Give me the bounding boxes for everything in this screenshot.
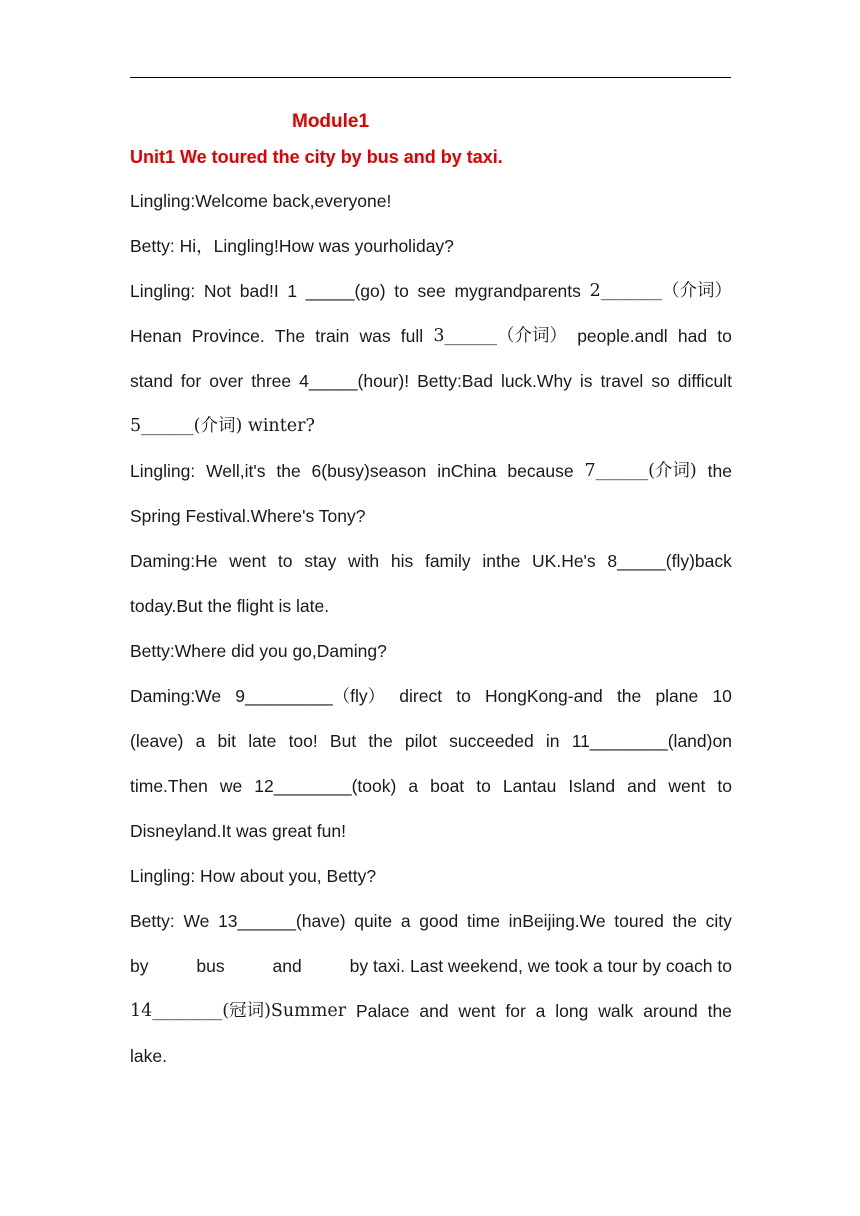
word: succeeded <box>449 731 534 751</box>
word: to <box>456 686 471 706</box>
word: Daming:He <box>130 551 218 571</box>
word: late <box>248 731 277 751</box>
word: family <box>424 551 471 571</box>
word: today.But the flight is late. <box>130 596 330 616</box>
word: the <box>707 461 732 481</box>
word: a <box>400 911 411 931</box>
module-title: Module1 <box>292 111 370 132</box>
word: and <box>419 1001 449 1021</box>
word: mygrandparents <box>454 281 581 301</box>
word: the <box>707 1001 732 1021</box>
word: to <box>476 776 491 796</box>
word: the <box>616 686 642 706</box>
word: Disneyland.It was great fun! <box>130 821 346 841</box>
word: Well,it's <box>206 461 266 481</box>
word: went <box>458 1001 496 1021</box>
fill-in-blank: 7______(介词) <box>584 461 697 481</box>
word: Province. <box>191 326 265 346</box>
word: because <box>507 461 574 481</box>
header-rule <box>130 77 731 78</box>
fill-in-blank: 12________(took) <box>254 776 397 796</box>
word: went <box>668 776 706 796</box>
word: and <box>627 776 657 796</box>
text-line <box>130 729 732 774</box>
fill-in-blank: 4_____(hour)! <box>299 371 410 391</box>
text-line <box>130 459 732 504</box>
unit-title: Unit1 We toured the city by bus and by taxi. <box>130 147 503 167</box>
word: 10 <box>712 686 732 706</box>
word: too! <box>288 731 318 751</box>
text-line <box>130 324 732 369</box>
fill-in-blank: 13______(have) <box>218 911 346 931</box>
word: a <box>408 776 419 796</box>
word: Henan <box>130 326 182 346</box>
word: over <box>209 371 244 391</box>
word: in <box>545 731 560 751</box>
fill-in-blank: 9_________（fly） <box>235 686 386 706</box>
word: But <box>329 731 357 751</box>
word: full <box>400 326 424 346</box>
word: plane <box>655 686 699 706</box>
word: (leave) <box>130 731 184 751</box>
word: bad!I <box>239 281 279 301</box>
word: Betty:Where did you go,Daming? <box>130 641 387 661</box>
fill-in-blank: 14________(冠词)Summer <box>130 1001 347 1021</box>
word: Spring Festival.Where's Tony? <box>130 506 366 526</box>
word: direct <box>399 686 443 706</box>
text-line <box>130 639 732 684</box>
word: Island <box>568 776 616 796</box>
exercise-text <box>130 189 732 1089</box>
text-line <box>130 504 732 549</box>
word: Betty:Bad <box>417 371 493 391</box>
word: the <box>672 911 697 931</box>
word: lake. <box>130 1046 167 1066</box>
word: we <box>219 776 243 796</box>
fill-in-blank: 3______（介词） <box>433 326 567 346</box>
word: stay <box>304 551 337 571</box>
word: 1 <box>287 281 298 301</box>
word: boat <box>430 776 465 796</box>
word: his <box>390 551 414 571</box>
word: Palace <box>355 1001 410 1021</box>
fill-in-blank: 11________(land)on <box>571 731 732 751</box>
word: so <box>651 371 670 391</box>
text-line <box>130 414 732 459</box>
word: and <box>272 956 302 976</box>
word: by <box>130 956 149 976</box>
word: for <box>180 371 202 391</box>
word: time <box>466 911 500 931</box>
word: UK.He's <box>532 551 596 571</box>
word: Betty: Hi，Lingling!How was yourholiday? <box>130 236 454 256</box>
word: Lingling: <box>130 461 196 481</box>
word: time.Then <box>130 776 208 796</box>
word: pilot <box>404 731 437 751</box>
word: inBeijing.We <box>508 911 606 931</box>
word: The <box>274 326 306 346</box>
word: bit <box>217 731 237 751</box>
word: 6(busy)season <box>311 461 427 481</box>
text-line <box>130 819 732 864</box>
text-line <box>130 909 732 954</box>
word: bus <box>196 956 225 976</box>
word: good <box>419 911 459 931</box>
text-line <box>130 1044 732 1089</box>
text-line <box>130 549 732 594</box>
word: walk <box>598 1001 634 1021</box>
word: a <box>535 1001 546 1021</box>
word: Lingling: <box>130 281 196 301</box>
word: with <box>348 551 380 571</box>
word: Betty: <box>130 911 175 931</box>
text-line <box>130 864 732 909</box>
word: Lingling:Welcome back,everyone! <box>130 191 392 211</box>
text-line <box>130 774 732 819</box>
word: inChina <box>437 461 497 481</box>
text-line <box>130 594 732 639</box>
word: by taxi. Last weekend, we took a tour by coach to <box>349 956 732 976</box>
word: to <box>717 326 732 346</box>
word: to <box>277 551 293 571</box>
word: to <box>394 281 409 301</box>
word: had <box>677 326 708 346</box>
word: a <box>195 731 206 751</box>
text-line <box>130 189 732 234</box>
word: Lantau <box>502 776 557 796</box>
text-line <box>130 684 732 729</box>
word: is <box>579 371 593 391</box>
fill-in-blank: 8_____(fly)back <box>607 551 732 571</box>
text-line <box>130 234 732 279</box>
word: city <box>705 911 732 931</box>
fill-in-blank: 5______(介词) winter? <box>130 416 315 436</box>
word: Lingling: How about you, Betty? <box>130 866 377 886</box>
text-line <box>130 279 732 324</box>
word: stand <box>130 371 173 391</box>
fill-in-blank: _____(go) <box>305 281 386 301</box>
word: to <box>717 776 732 796</box>
word: went <box>229 551 267 571</box>
word: inthe <box>482 551 521 571</box>
word: three <box>251 371 292 391</box>
word: travel <box>600 371 644 391</box>
word: Not <box>203 281 232 301</box>
word: quite <box>354 911 393 931</box>
word: luck.Why <box>500 371 572 391</box>
word: the <box>276 461 301 481</box>
text-line <box>130 954 732 999</box>
word: We <box>183 911 210 931</box>
word: for <box>505 1001 526 1021</box>
word: difficult <box>677 371 732 391</box>
word: the <box>368 731 393 751</box>
word: was <box>359 326 391 346</box>
word: see <box>417 281 446 301</box>
word: train <box>315 326 350 346</box>
fill-in-blank: 2_______（介词） <box>589 281 732 301</box>
word: toured <box>614 911 664 931</box>
word: long <box>555 1001 589 1021</box>
text-line <box>130 999 732 1044</box>
text-line <box>130 369 732 414</box>
word: Daming:We <box>130 686 222 706</box>
word: people.andl <box>577 326 668 346</box>
word: around <box>643 1001 698 1021</box>
word: HongKong-and <box>485 686 603 706</box>
